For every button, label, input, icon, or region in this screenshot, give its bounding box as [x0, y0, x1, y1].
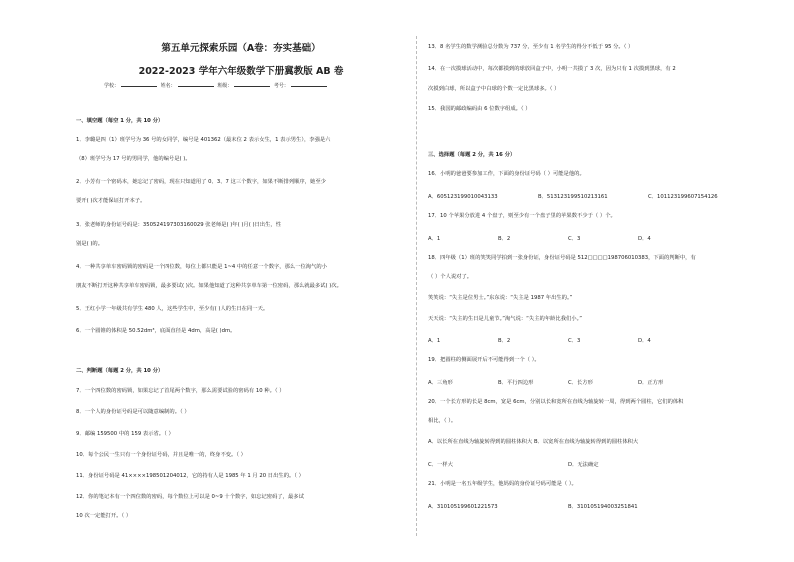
question-18-line1: 18．四年级（1）班的笑笑同学拍到一张身份证，身份证号码是 512□□□□198706010383，下面的判断中，有 [428, 255, 696, 261]
question-3-line1: 3．张老师的身份证号码是：350524197303160029 张老师是( )年( )月( )日出生，性 [76, 222, 281, 228]
question-19: 19．把圆柱的侧面展开后不可能得到一个（ ）。 [428, 357, 540, 363]
question-10: 10．每个公民一生只有一个身份证号码，并且是唯一的，终身不变。（ ） [76, 452, 246, 458]
question-9: 9．邮编 159500 中的 159 表示省。（ ） [76, 431, 174, 437]
question-21-option-b[interactable]: B．310105194003251841 [568, 504, 638, 510]
question-17-option-a[interactable]: A．1 [428, 236, 441, 242]
question-19-option-c[interactable]: C．长方形 [568, 380, 593, 386]
question-3-line2: 别是( )的。 [76, 241, 104, 247]
exam-no-blank[interactable] [291, 81, 327, 87]
student-info-line [104, 81, 404, 89]
question-19-option-a[interactable]: A．三角形 [428, 380, 453, 386]
question-20-option-c[interactable]: C．一样大 [428, 462, 453, 468]
question-16: 16．小明的爸爸要参加工作，下面的身份证号码（ ）可能是他的。 [428, 171, 585, 177]
name-blank[interactable] [178, 81, 214, 87]
question-12-line1: 12．你的笔记本有一个四位数的密码，每个数位上可以是 0~9 十个数字，如忘记密码了，最多试 [76, 494, 304, 500]
question-19-option-d[interactable]: D．正方形 [638, 380, 664, 386]
question-15: 15．我国的邮政编码由 6 位数字组成。（ ） [428, 106, 531, 112]
question-18-line2: （ ）个人说对了。 [428, 274, 473, 280]
question-8: 8．一个人的身份证号码是可以随意编制的。（ ） [76, 409, 190, 415]
question-2-line2: 要开( )次才能保证打开本子。 [76, 198, 146, 204]
section-fill-blank: 一、填空题（每空 1 分，共 10 分） [76, 118, 164, 124]
question-17-option-c[interactable]: C．3 [568, 236, 581, 242]
column-divider [416, 36, 417, 536]
question-12-line2: 10 次一定能打开。（ ） [76, 513, 132, 519]
question-13: 13．8 名学生的数学测验总分数为 737 分，至少有 1 名学生的得分不低于 95 分。（ ） [428, 44, 634, 50]
question-19-option-b[interactable]: B．平行四边形 [498, 380, 534, 386]
question-18-option-a[interactable]: A．1 [428, 338, 441, 344]
school-blank[interactable] [121, 81, 157, 87]
section-multiple-choice: 三、选择题（每题 2 分，共 16 分） [428, 152, 516, 158]
question-18-line4: 天天说：“失主的生日是儿童节。”淘气说：“失主的年龄比我们小。” [428, 316, 582, 322]
class-blank[interactable] [234, 81, 270, 87]
question-17-option-b[interactable]: B．2 [498, 236, 511, 242]
question-18-line3: 笑笑说：“失主是位男士。”东东说：“失主是 1987 年出生的。” [428, 295, 573, 301]
exam-no-label: 考号： [273, 83, 289, 89]
document-title: 第五单元探索乐园（A卷：夯实基础） [161, 43, 321, 54]
question-6: 6．一个圆锥的体积是 50.52dm³，底面直径是 4dm，高是( )dm。 [76, 328, 236, 334]
question-18-option-c[interactable]: C．3 [568, 338, 581, 344]
question-18-option-d[interactable]: D．4 [638, 338, 651, 344]
question-2-line1: 2．小芳有一个密码本，她忘记了密码，现在只知道用了 0、3、7 这三个数字，如果不断排列顺序，她至少 [76, 179, 326, 185]
question-20-line3: A．以长所在直线为轴旋转得到的圆柱体积大 B．以宽所在直线为轴旋转得到的圆柱体积大 [428, 439, 639, 445]
question-18-option-b[interactable]: B．2 [498, 338, 511, 344]
question-11: 11．身份证号码是 41××××198501204012，它的持有人是 1985 年 1 月 20 日出生的。（ ） [76, 473, 304, 479]
question-16-option-b[interactable]: B．513123199510213161 [538, 194, 608, 200]
question-17-option-d[interactable]: D．4 [638, 236, 651, 242]
class-label: 班级： [217, 83, 233, 89]
question-20-option-d[interactable]: D．无法确定 [568, 462, 599, 468]
document-subtitle: 2022-2023 学年六年级数学下册冀教版 AB 卷 [138, 66, 344, 77]
question-16-option-c[interactable]: C．101123199607154126 [648, 194, 718, 200]
school-label: 学校： [104, 83, 120, 89]
section-true-false: 二、判断题（每题 2 分，共 10 分） [76, 368, 164, 374]
question-4-line1: 4．一种共享单车密码锁的密码是一个四位数，每位上都只能是 1~4 中的任意一个数字，那么一位淘气的小 [76, 264, 327, 270]
question-20-line1: 20．一个长方形的长是 8cm，宽是 6cm，分别以长和宽所在直线为轴旋转一周，得到两个圆柱，它们的体积 [428, 399, 684, 405]
question-14-line2: 次摸到白球，所以盒子中白球的个数一定比黑球多。（ ） [428, 86, 560, 92]
question-20-line2: 相比，（ ）。 [428, 418, 457, 424]
question-21-option-a[interactable]: A．310105199601221573 [428, 504, 498, 510]
question-5: 5．王红小学一年级共有学生 480 人，这些学生中，至少有( )人的生日在同一天。 [76, 306, 269, 312]
question-4-line2: 朋友不断打开这种共享单车密码锁，最多要试( )次。如果他知道了这种共享单车第一位密码，那么就最多试( )次。 [76, 283, 342, 289]
question-7: 7．一个四位数的密码锁，如果忘记了首尾两个数字，那么需要试验的密码有 10 种。（ ） [76, 388, 285, 394]
question-16-option-a[interactable]: A．605123199010043133 [428, 194, 498, 200]
question-21: 21．小明是一名五年级学生，他妈妈的身份证号码可能是（ ）。 [428, 481, 577, 487]
name-label: 姓名： [160, 83, 176, 89]
question-1-line2: （8）班学号为 17 号的男同学，他的编号是( )。 [76, 156, 191, 162]
question-17: 17．10 个苹果分放进 4 个盘子，则至少有一个盘子里的苹果数不少于（ ）个。 [428, 213, 616, 219]
question-1-line1: 1．李璐是四（1）班学号为 36 号的女同学，编号是 401362（最末位 2 表示女生，1 表示男生），李强是六 [76, 137, 331, 143]
question-14-line1: 14．在一次摸球活动中，每次都摸到的球放回盒子中，小明一共摸了 3 次，因为只有 1 次摸到黑球，有 2 [428, 66, 676, 72]
